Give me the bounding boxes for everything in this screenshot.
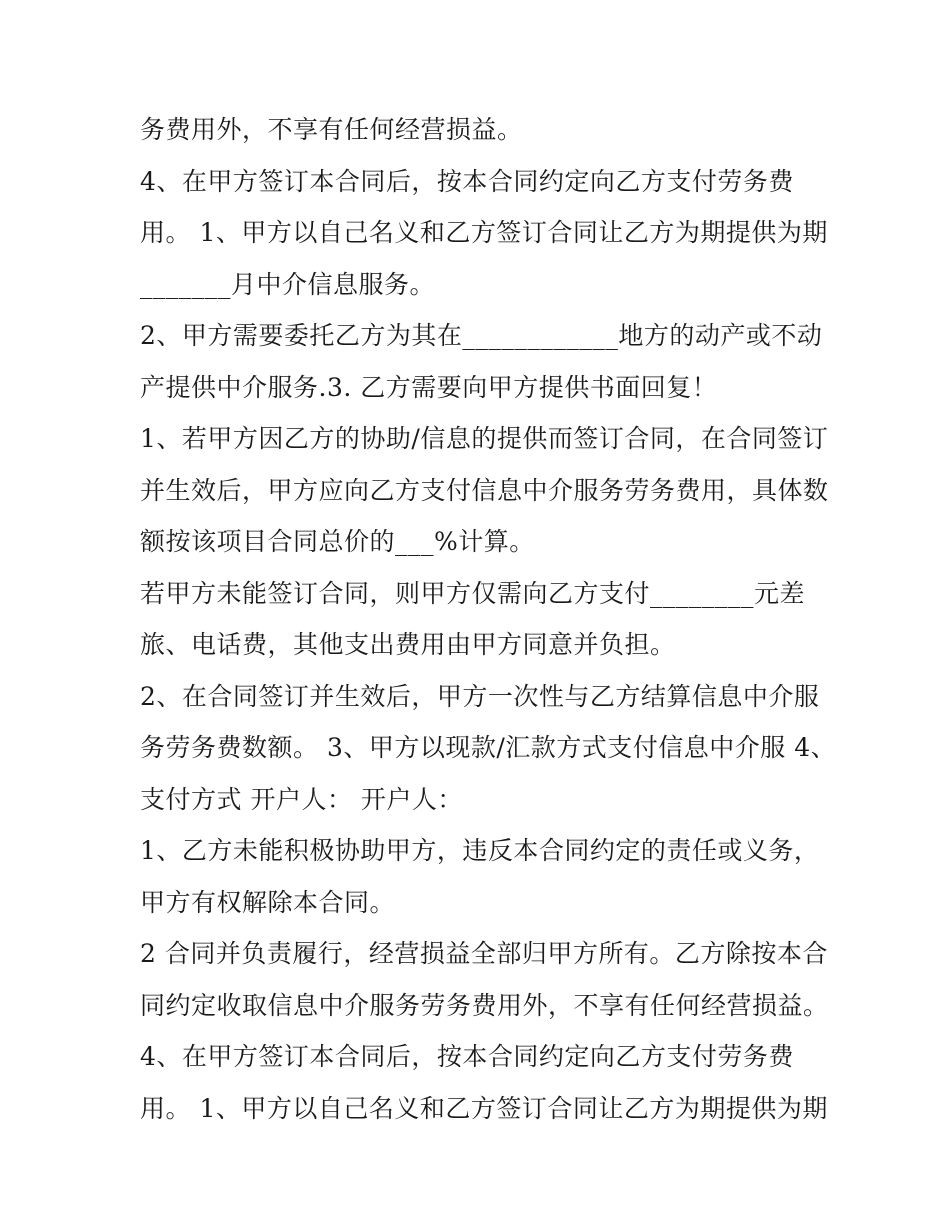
text-line: 1、若甲方因乙方的协助/信息的提供而签订合同，在合同签订 [140,424,829,453]
text-line: 用。 1、甲方以自己名义和乙方签订合同让乙方为期提供为期 [140,218,828,247]
text-line: 额按该项目合同总价的___%计算。 [140,527,535,556]
text-line: 若甲方未能签订合同，则甲方仅需向乙方支付________元差 [140,578,806,608]
text-line: 旅、电话费，其他支出费用由甲方同意并负担。 [140,630,676,659]
text-line: 支付方式 开户人： 开户人： [140,784,463,814]
text-line: 并生效后，甲方应向乙方支付信息中介服务劳务费用，具体数 [140,475,829,505]
contract-text [140,104,837,1134]
text-line: 4、在甲方签订本合同后，按本合同约定向乙方支付劳务费 [140,166,794,196]
text-line: 2 合同并负责履行，经营损益全部归甲方所有。乙方除按本合 [140,939,828,968]
text-line: 4、在甲方签订本合同后，按本合同约定向乙方支付劳务费 [140,1042,794,1071]
text-line: 2、在合同签订并生效后，甲方一次性与乙方结算信息中介服 [140,681,820,711]
text-line: 1、乙方未能积极协助甲方，违反本合同约定的责任或义务， [140,836,820,865]
text-line: 甲方有权解除本合同。 [140,887,396,917]
text-line: 产提供中介服务.3. 乙方需要向甲方提供书面回复！ [140,372,718,402]
text-line: _______月中介信息服务。 [140,269,436,299]
text-line: 务费用外，不享有任何经营损益。 [140,115,523,144]
text-line: 同约定收取信息中介服务劳务费用外，不享有任何经营损益。 [140,990,829,1020]
text-line: 用。 1、甲方以自己名义和乙方签订合同让乙方为期提供为期 [140,1093,828,1123]
text-line: 务劳务费数额。 3、甲方以现款/汇款方式支付信息中介服 4、 [140,733,837,762]
text-line: 2、甲方需要委托乙方为其在____________地方的动产或不动 [140,321,823,350]
